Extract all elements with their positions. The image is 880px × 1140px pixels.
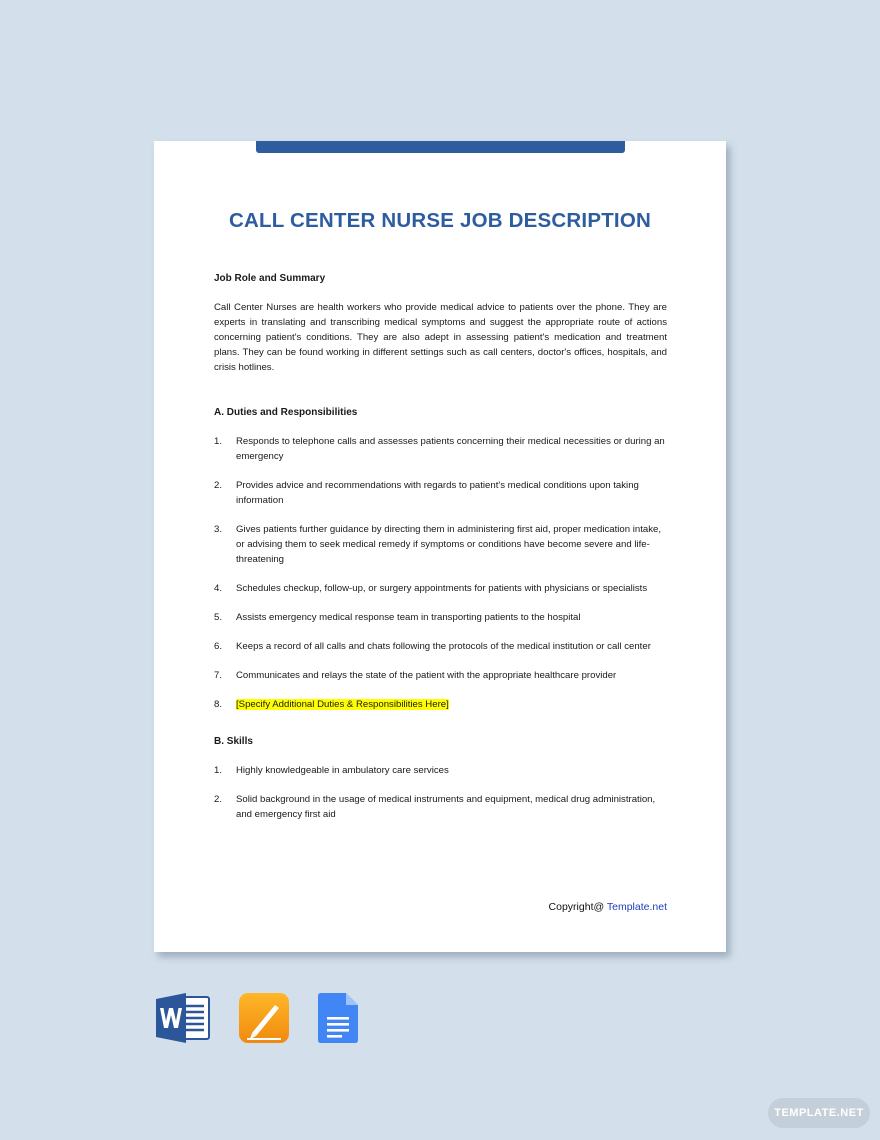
copyright-link[interactable]: Template.net (606, 901, 667, 913)
list-item: 2. Solid background in the usage of medical instruments and equipment, medical drug administration, and emergency first aid (214, 794, 656, 820)
pages-icon[interactable] (238, 993, 290, 1043)
list-item-placeholder: 8. [Specify Additional Duties & Responsibilities Here] (214, 699, 449, 710)
header-bar (256, 141, 625, 153)
summary-heading: Job Role and Summary (214, 273, 326, 284)
word-icon[interactable] (156, 993, 210, 1043)
document-body (214, 271, 667, 836)
copyright-line (549, 901, 667, 913)
list-item: 5. Assists emergency medical response team in transporting patients to the hospital (214, 612, 581, 623)
list-item: 6. Keeps a record of all calls and chats following the protocols of the medical institution or call center (214, 641, 651, 652)
copyright-prefix: Copyright@ (548, 901, 607, 913)
list-item: 4. Schedules checkup, follow-up, or surgery appointments for patients with physicians or specialists (214, 583, 648, 594)
skills-list (214, 763, 667, 822)
list-item: 3. Gives patients further guidance by directing them in administering first aid, proper medication intake, or advising them to seek medical remedy if symptoms or conditions have become severe and life-threatening (214, 524, 662, 565)
list-item: 1. Responds to telephone calls and assesses patients concerning their medical necessities or during an emergency (214, 436, 665, 462)
document-page (154, 141, 726, 952)
duties-heading: A. Duties and Responsibilities (214, 407, 358, 418)
google-docs-icon[interactable] (318, 993, 358, 1043)
duties-list (214, 434, 667, 712)
highlighted-placeholder: [Specify Additional Duties & Responsibilities Here] (236, 699, 449, 710)
template-net-badge[interactable]: TEMPLATE.NET (768, 1098, 870, 1128)
skills-heading: B. Skills (214, 736, 253, 747)
document-title: CALL CENTER NURSE JOB DESCRIPTION (229, 209, 651, 232)
summary-text: Call Center Nurses are health workers who provide medical advice to patients over the phone. They are experts in translating and transcribing medical symptoms and suggest the appropriate route of actions concerning patient's conditions. They are also adept in assessing patient's medication and treatment plans. They can be found working in different settings such as call centers, doctor's offices, hospitals, and crisis hotlines. (214, 302, 667, 373)
list-item: 2. Provides advice and recommendations with regards to patient's medical conditions upon taking information (214, 480, 639, 506)
list-item: 1. Highly knowledgeable in ambulatory care services (214, 765, 449, 776)
list-item: 7. Communicates and relays the state of the patient with the appropriate healthcare provider (214, 670, 617, 681)
